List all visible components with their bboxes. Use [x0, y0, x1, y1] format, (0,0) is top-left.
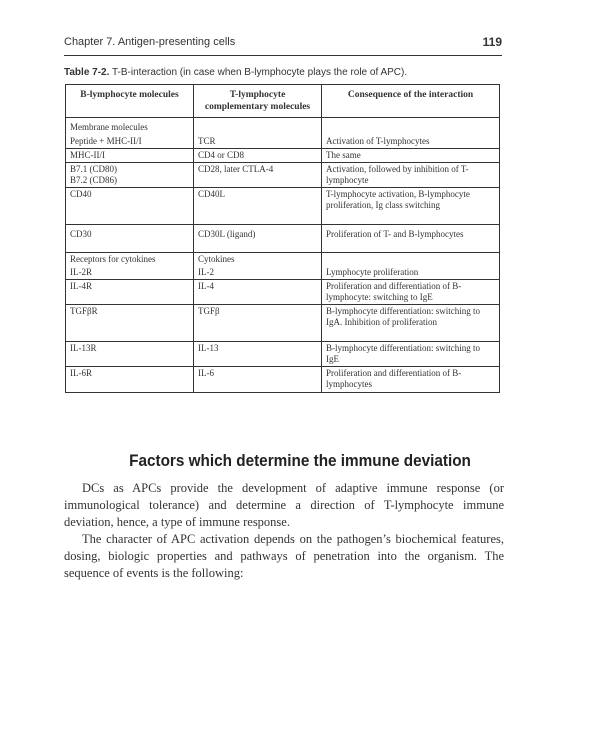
section-title: Factors which determine the immune deviation — [129, 451, 471, 470]
paragraph-1: DCs as APCs provide the development of adaptive immune response (or immunological tolerance) and determine a direction of T-lymphocyte immune deviation, hence, a type of immune response. — [64, 481, 504, 529]
row-6-b: Receptors for cytokines — [66, 252, 194, 266]
table-row — [66, 341, 500, 366]
header-b-molecules: B-lymphocyte molecules — [66, 85, 194, 118]
row-3-c: Activation, followed by inhibition of T-lymphocyte — [322, 162, 500, 187]
row-6-c — [322, 252, 500, 266]
row-7-t: IL-2 — [194, 266, 322, 280]
row-11-c: Proliferation and differentiation of B-lymphocytes — [322, 366, 500, 392]
b7-2-label: B7.2 (CD86) — [70, 174, 117, 185]
table-row — [66, 148, 500, 162]
row-2-c: The same — [322, 148, 500, 162]
chapter-title: Chapter 7. Antigen-presenting cells — [64, 36, 236, 48]
table-label: Table 7-2. — [64, 67, 110, 78]
row-6-t: Cytokines — [194, 252, 322, 266]
row-10-c: B-lymphocyte differentiation: switching to IgE — [322, 341, 500, 366]
table-row — [66, 304, 500, 341]
row-5-b: CD30 — [66, 224, 194, 252]
table-row — [66, 366, 500, 392]
table-row — [66, 266, 500, 280]
table-caption — [64, 67, 504, 78]
row-8-t: IL-4 — [194, 279, 322, 304]
row-4-c: T-lymphocyte activation, B-lymphocyte proliferation, Ig class switching — [322, 187, 500, 224]
table-row — [66, 187, 500, 224]
row-0-c — [322, 118, 500, 135]
interaction-table — [65, 84, 500, 393]
page-number: 119 — [482, 35, 502, 49]
row-4-b: CD40 — [66, 187, 194, 224]
row-3-b — [66, 162, 194, 187]
row-8-b: IL-4R — [66, 279, 194, 304]
row-0-b: Membrane molecules — [66, 118, 194, 135]
header-rule — [64, 55, 502, 56]
row-11-b: IL-6R — [66, 366, 194, 392]
row-8-c: Proliferation and differentiation of B-lymphocyte: switching to IgE — [322, 279, 500, 304]
row-3-t: CD28, later CTLA-4 — [194, 162, 322, 187]
row-0-t — [194, 118, 322, 135]
table-row — [66, 118, 500, 135]
table-row — [66, 135, 500, 149]
row-10-t: IL-13 — [194, 341, 322, 366]
row-5-t: CD30L (ligand) — [194, 224, 322, 252]
b7-1-label: B7.1 (CD80) — [70, 163, 117, 174]
table-row — [66, 279, 500, 304]
row-5-c: Proliferation of T- and B-lymphocytes — [322, 224, 500, 252]
table-row — [66, 162, 500, 187]
row-1-b: Peptide + MHC-II/I — [66, 135, 194, 149]
row-1-c: Activation of T-lymphocytes — [322, 135, 500, 149]
page-header — [64, 36, 502, 48]
row-9-c: B-lymphocyte differentiation: switching to IgA. Inhibition of proliferation — [322, 304, 500, 341]
table-row — [66, 252, 500, 266]
table-caption-text: T-B-interaction (in case when B-lymphocyte plays the role of APC). — [112, 67, 408, 78]
row-10-b: IL-13R — [66, 341, 194, 366]
row-2-b: MHC-II/I — [66, 148, 194, 162]
row-11-t: IL-6 — [194, 366, 322, 392]
row-2-t: CD4 or CD8 — [194, 148, 322, 162]
row-9-t: TGFβ — [194, 304, 322, 341]
header-consequence: Consequence of the interaction — [322, 85, 500, 118]
header-t-molecules: T-lymphocyte complementary molecules — [194, 85, 322, 118]
table-row — [66, 224, 500, 252]
row-7-b: IL-2R — [66, 266, 194, 280]
table-header-row — [66, 85, 500, 118]
row-1-t: TCR — [194, 135, 322, 149]
row-4-t: CD40L — [194, 187, 322, 224]
row-9-b: TGFβR — [66, 304, 194, 341]
paragraph-2: The character of APC activation depends on the pathogen’s biochemical features, dosing, biologic properties and pathways of penetration into the organism. The sequence of events is the following: — [64, 532, 504, 580]
row-7-c: Lymphocyte proliferation — [322, 266, 500, 280]
